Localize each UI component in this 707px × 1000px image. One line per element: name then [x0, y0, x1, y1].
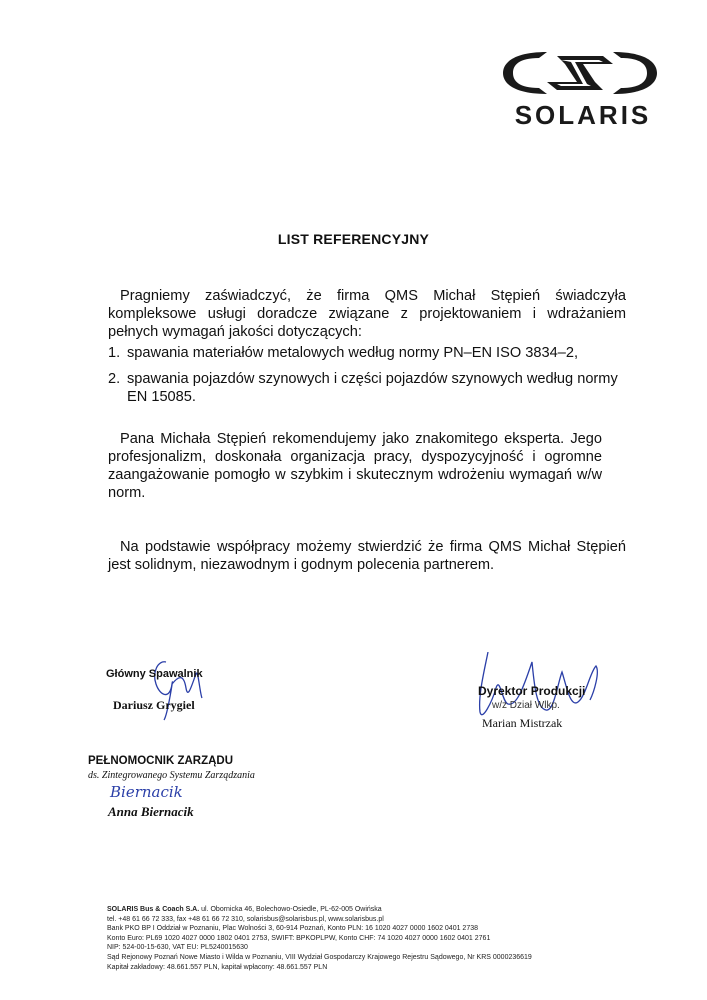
- footer-address: ul. Obornicka 46, Bolechowo-Osiedle, PL-62-005 Owińska: [201, 906, 382, 913]
- footer-capital: Kapitał zakładowy: 48.661.557 PLN, kapitał wpłacony: 48.661.557 PLN: [107, 963, 328, 971]
- recommendation-paragraph: [108, 430, 602, 502]
- signature-sub: ds. Zintegrowanego Systemu Zarządzania: [88, 770, 255, 781]
- list-item-number: 2.: [108, 371, 121, 387]
- list-item: [108, 344, 626, 362]
- footer-accounts: Konto Euro: PL69 1020 4027 0000 1802 0401 2753, SWIFT: BPKOPLPW, Konto CHF: 74 1020 4027 0000 1602 0401 2761: [107, 934, 491, 942]
- signature-sub: w/z Dział Wlkp.: [492, 700, 560, 711]
- footer-company-name: SOLARIS Bus & Coach S.A.: [107, 906, 200, 913]
- list-item: [108, 370, 626, 406]
- recommendation-text: Pana Michała Stępień rekomendujemy jako znakomitego eksperta. Jego profesjonalizm, doskonała organizacja pracy, dyspozycyjność i ogromne zaangażowanie pomogło w szybkim i skutecznym wdrożeniu wymagań w/w norm.: [108, 431, 602, 501]
- conclusion-paragraph: [108, 538, 626, 574]
- scope-list: [108, 344, 626, 414]
- footer-tax: NIP: 524-00-15-630, VAT EU: PL5240015630: [107, 944, 248, 952]
- signature-role: Dyrektor Produkcji: [478, 684, 586, 698]
- signature-name: Anna Biernacik: [108, 804, 194, 819]
- footer-contact: tel. +48 61 66 72 333, fax +48 61 66 72 310, solarisbus@solarisbus.pl, www.solarisbus.pl: [107, 915, 384, 923]
- logo-wordmark: SOLARIS: [514, 100, 652, 130]
- signature-block-welding: [106, 668, 266, 728]
- list-item-number: 1.: [108, 345, 121, 361]
- handwritten-name: Biernacik: [110, 783, 183, 801]
- conclusion-text: Na podstawie współpracy możemy stwierdzić że firma QMS Michał Stępień jest solidnym, niezawodnym i godnym polecenia partnerem.: [108, 539, 626, 573]
- footer-court: Sąd Rejonowy Poznań Nowe Miasto i Wilda w Poznaniu, VIII Wydział Gospodarczy Krajowego Rejestru Sądowego, Nr KRS 0000236619: [107, 953, 532, 961]
- document-title: LIST REFERENCYJNY: [277, 231, 430, 247]
- signature-block-production: [462, 652, 622, 742]
- signature-role: Główny Spawalnik: [106, 668, 203, 680]
- footer-line-company: [107, 905, 627, 915]
- intro-text: Pragniemy zaświadczyć, że firma QMS Michał Stępień świadczyła kompleksowe usługi doradcze związane z projektowaniem i wdrażaniem pełnych wymagań jakości dotyczących:: [108, 288, 626, 340]
- intro-paragraph: [108, 287, 626, 341]
- solaris-emblem-icon: [495, 42, 665, 104]
- signature-role: PEŁNOMOCNIK ZARZĄDU: [88, 755, 234, 767]
- company-logo: [495, 42, 665, 132]
- signature-name: Marian Mistrzak: [482, 716, 563, 730]
- signature-name: Dariusz Grygiel: [113, 698, 195, 712]
- list-item-text: spawania pojazdów szynowych i części pojazdów szynowych według normy EN 15085.: [127, 371, 618, 405]
- footer-bank: Bank PKO BP I Oddział w Poznaniu, Plac Wolności 3, 60-914 Poznań, Konto PLN: 16 1020 4027 0000 1602 0401 2738: [107, 925, 478, 933]
- list-item-text: spawania materiałów metalowych według normy PN–EN ISO 3834–2,: [127, 345, 579, 361]
- handwritten-signature-icon: [128, 654, 218, 724]
- company-footer: [107, 905, 627, 972]
- signature-block-proxy: [88, 755, 328, 825]
